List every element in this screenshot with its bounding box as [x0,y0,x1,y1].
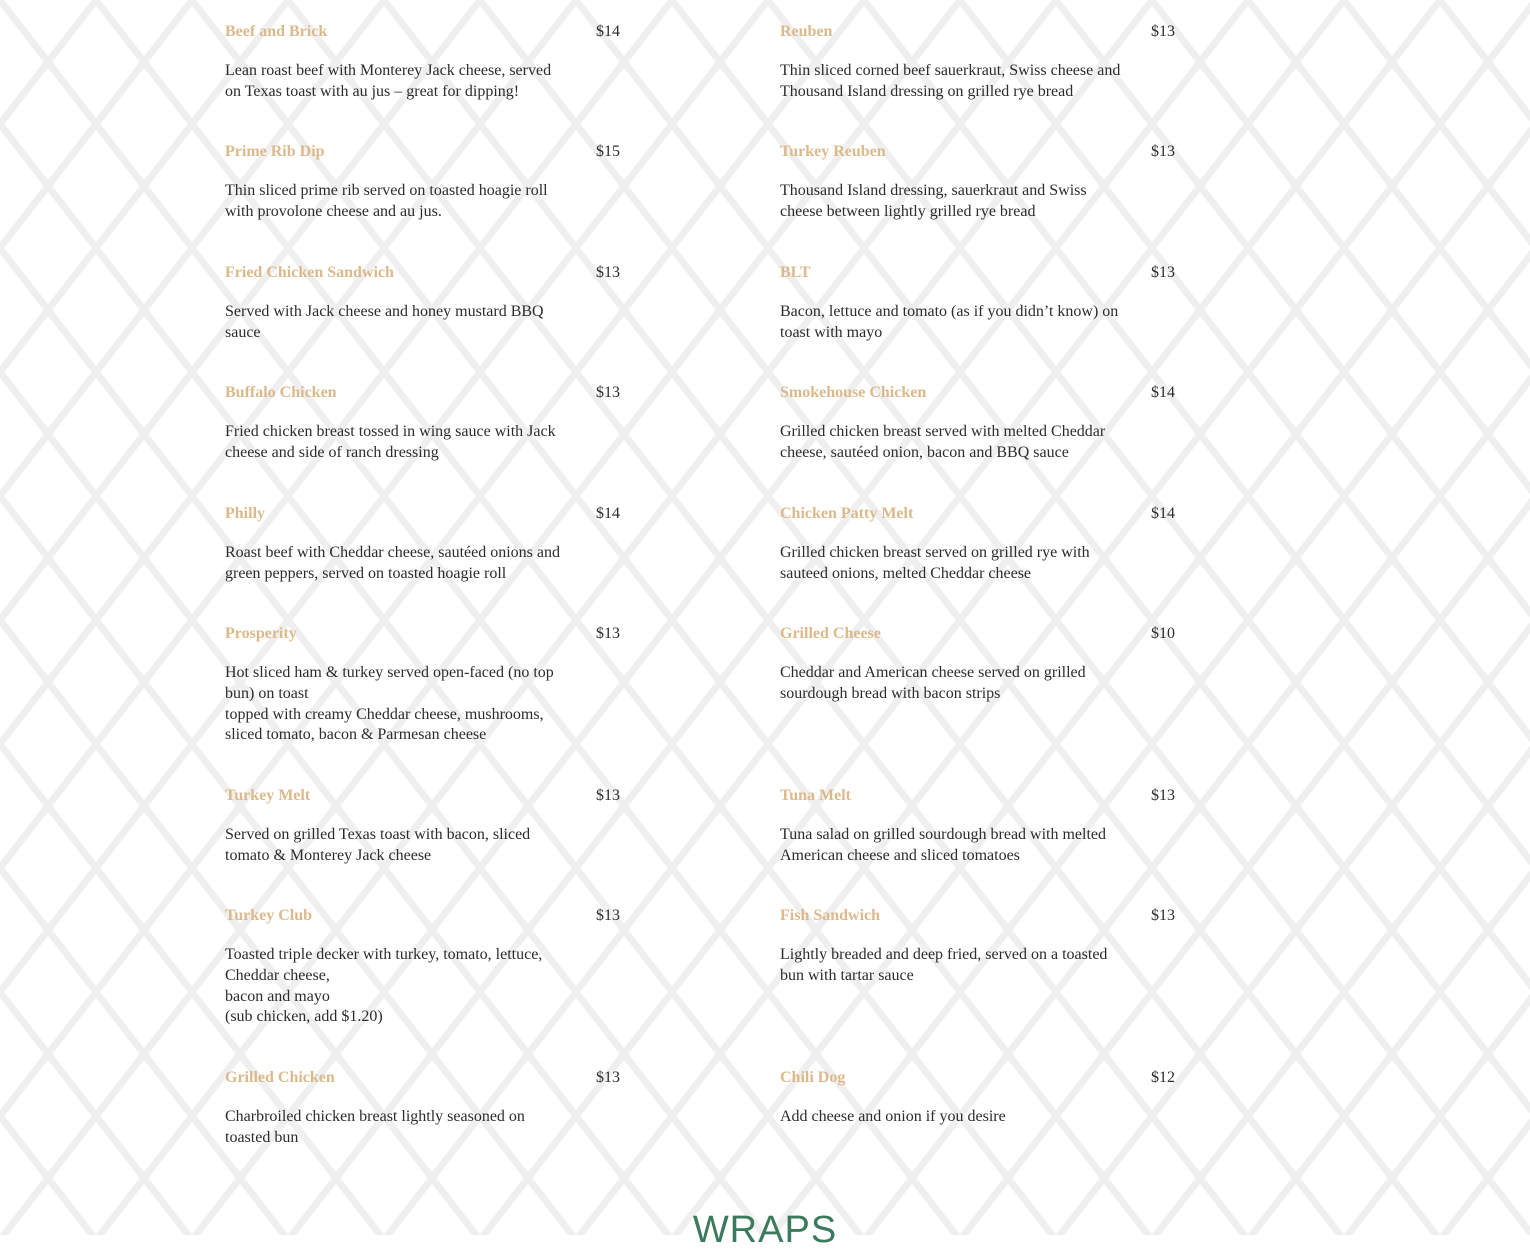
menu-item-description: Served on grilled Texas toast with bacon, sliced tomato & Monterey Jack cheese [225,826,531,864]
menu-item-price: $13 [596,264,620,281]
menu-item-name: Grilled Chicken [225,1069,335,1086]
menu-item-description: Fried chicken breast tossed in wing sauce with Jack cheese and side of ranch dressing [225,423,556,461]
menu-item-description: Cheddar and American cheese served on grilled sourdough bread with bacon strips [780,664,1086,702]
menu-item-price: $13 [596,384,620,401]
menu-item-description: Toasted triple decker with turkey, tomato, lettuce, Cheddar cheese, bacon and mayo (sub chicken, add $1.20) [225,946,543,1026]
menu-item-description: Grilled chicken breast served on grilled rye with sauteed onions, melted Cheddar cheese [780,544,1090,582]
menu-item-price: $13 [1151,787,1175,804]
menu-item-name: Prime Rib Dip [225,143,325,160]
menu-item-description: Served with Jack cheese and honey mustard BBQ sauce [225,303,544,341]
menu-item-name: Fish Sandwich [780,907,881,924]
menu-item-price: $14 [596,505,620,522]
menu-item-description: Bacon, lettuce and tomato (as if you didn’t know) on toast with mayo [780,303,1119,341]
menu-item-name: Smokehouse Chicken [780,384,927,401]
menu-item-description: Charbroiled chicken breast lightly seasoned on toasted bun [225,1108,525,1146]
menu-item-price: $13 [1151,907,1175,924]
menu-item-name: Turkey Melt [225,787,311,804]
menu-item-price: $15 [596,143,620,160]
menu-item-name: Chili Dog [780,1069,846,1086]
menu-item-description: Grilled chicken breast served with melted Cheddar cheese, sautéed onion, bacon and BBQ sauce [780,423,1106,461]
menu-item-description: Roast beef with Cheddar cheese, sautéed onions and green peppers, served on toasted hoagie roll [225,544,561,582]
menu-item-name: Prosperity [225,625,297,642]
menu-item-name: Fried Chicken Sandwich [225,264,394,281]
menu-item-description: Lean roast beef with Monterey Jack cheese, served on Texas toast with au jus – great for dipping! [225,62,552,100]
wraps-section-heading: WRAPS [692,1209,838,1251]
menu-item-price: $13 [596,787,620,804]
menu-item-price: $13 [1151,23,1175,40]
menu-item-description: Thin sliced corned beef sauerkraut, Swiss cheese and Thousand Island dressing on grilled rye bread [780,62,1121,100]
menu-item-description: Tuna salad on grilled sourdough bread with melted American cheese and sliced tomatoes [780,826,1107,864]
menu-item-name: Turkey Reuben [780,143,886,160]
menu-item-name: Reuben [780,23,833,40]
menu-item-price: $14 [1151,384,1175,401]
menu-item-price: $13 [1151,264,1175,281]
menu-item-name: BLT [780,264,811,281]
menu-item-price: $14 [1151,505,1175,522]
menu-item-description: Hot sliced ham & turkey served open-faced (no top bun) on toast topped with creamy Cheddar cheese, mushrooms, sliced tomato, bacon & Parmesan cheese [225,664,554,744]
menu-item-name: Chicken Patty Melt [780,505,914,522]
menu-item-price: $13 [596,625,620,642]
menu-item-description: Thin sliced prime rib served on toasted hoagie roll with provolone cheese and au jus. [225,182,548,220]
menu-item-description: Add cheese and onion if you desire [780,1108,1006,1125]
menu-item-name: Philly [225,505,266,522]
menu-item-description: Thousand Island dressing, sauerkraut and Swiss cheese between lightly grilled rye bread [780,182,1087,220]
menu-item-price: $14 [596,23,620,40]
menu-item-price: $13 [596,907,620,924]
menu-item-name: Tuna Melt [780,787,851,804]
menu-item-price: $13 [596,1069,620,1086]
menu-item-name: Buffalo Chicken [225,384,337,401]
menu-item-name: Turkey Club [225,907,312,924]
menu-item-name: Beef and Brick [225,23,328,40]
menu-item-price: $10 [1151,625,1175,642]
menu-item-price: $13 [1151,143,1175,160]
menu-item-name: Grilled Cheese [780,625,881,642]
menu-item-price: $12 [1151,1069,1175,1086]
menu-item-description: Lightly breaded and deep fried, served on a toasted bun with tartar sauce [780,946,1108,984]
